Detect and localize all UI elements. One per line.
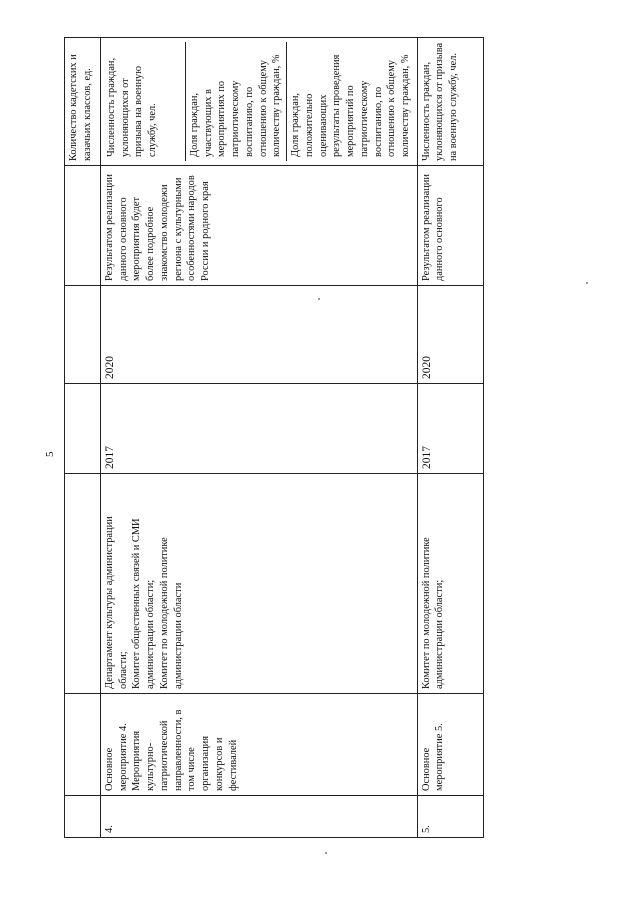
rotated-table-container [64,38,476,838]
page-number: 5 [44,451,56,457]
executor-line: Комитет по молодежной политике администрации области [158,537,184,689]
indicators-cell [101,38,418,166]
row-number: 4. [101,796,418,838]
executors [101,474,418,694]
measure-name: Основное мероприятие 4. Мероприятия культурно-патриотической направленности, в том числе организация конкурсов и фестивалей [101,694,418,796]
scan-speck [318,298,320,300]
table-row-continuation [65,38,101,838]
year-start: 2017 [101,384,418,474]
program-measures-table [64,37,484,838]
cell-empty [65,474,101,694]
indicator-item: Численность граждан, уклоняющихся от призыва на военную службу, чел. [417,38,483,166]
indicator-item: Доля граждан, участвующих в мероприятиях по патриотическому воспитанию, по отношению к общему количеству граждан, % [185,42,286,161]
cell-empty [65,166,101,286]
executor-line: Комитет общественных связей и СМИ администрации области; [131,518,157,689]
expected-result: Результатом реализации данного основного мероприятия будет более подробное знакомство молодежи региона с культурными особенностями народов России и родного края [101,166,418,286]
executors [417,474,483,694]
year-end: 2020 [101,286,418,384]
scan-speck [325,852,327,854]
expected-result: Результатом реализации данного основного [417,166,483,286]
executor-line: Департамент культуры администрации области; [104,516,129,689]
cell-empty [65,796,101,838]
cell-empty [65,286,101,384]
indicator-item: Доля граждан, положительно оценивающих результаты проведения мероприятий по патриотическому воспитанию, по отношению к общему количеству граждан, % [286,42,415,161]
indicator-cadet-classes: Количество кадетских и казачьих классов, ед. [65,38,101,166]
year-start: 2017 [417,384,483,474]
table-row-5 [417,38,483,838]
cell-empty [65,384,101,474]
row-number: 5. [417,796,483,838]
executor-line: Комитет по молодежной политике администрации области; [420,537,446,689]
indicator-item: Численность граждан, уклоняющихся от призыва на военную службу, чел. [106,57,159,157]
measure-name: Основное мероприятие 5. [417,694,483,796]
cell-empty [65,694,101,796]
table-row-4 [101,38,418,838]
year-end: 2020 [417,286,483,384]
scan-speck [586,282,588,284]
